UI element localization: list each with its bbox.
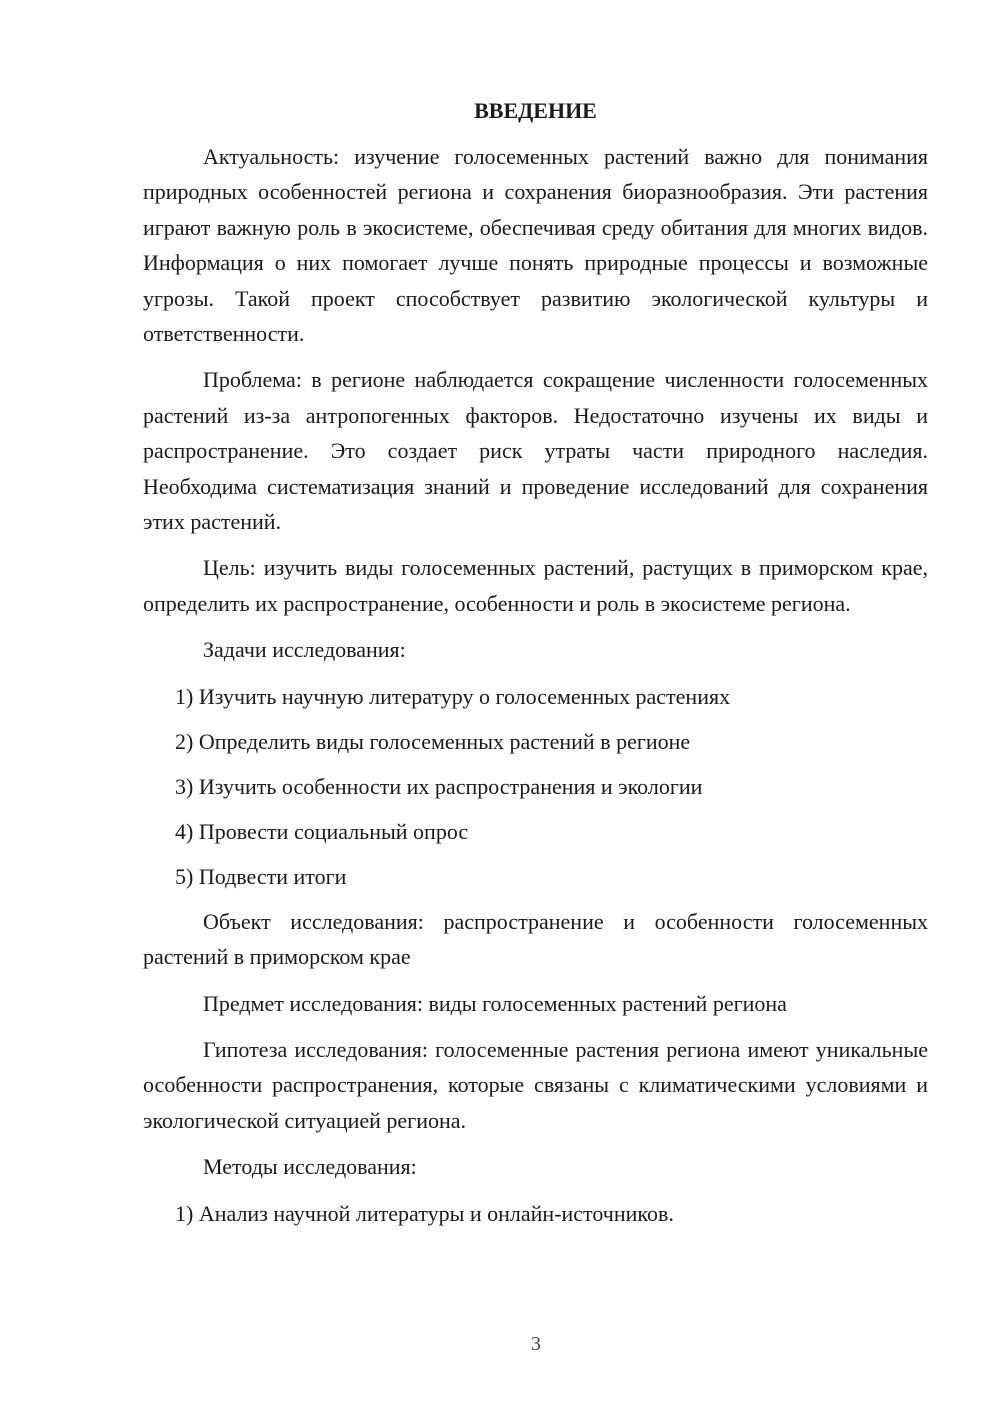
subject-paragraph: Предмет исследования: виды голосеменных растений региона — [203, 990, 787, 1016]
page-title: ВВЕДЕНИЕ — [474, 98, 597, 123]
method-item: 1) Анализ научной литературы и онлайн-источников. — [175, 1200, 674, 1226]
page-number: 3 — [531, 1333, 541, 1355]
task-item: 3) Изучить особенности их распространения и экологии — [175, 773, 703, 799]
relevance-paragraph: Актуальность: изучение голосеменных растений важно для понимания природных особенностей региона и сохранения биоразнообразия. Эти растения играют важную роль в экосистеме, обеспечивая среду обитания для многих видов. Информация о них помогает лучше понять природные процессы и возможные угрозы. Такой проект способствует развитию экологической культуры и ответственности. — [143, 144, 928, 347]
methods-heading: Методы исследования: — [203, 1154, 417, 1180]
task-item: 2) Определить виды голосеменных растений в регионе — [175, 728, 691, 754]
tasks-heading: Задачи исследования: — [203, 637, 406, 663]
object-paragraph: Объект исследования: распространение и особенности голосеменных растений в приморском крае — [143, 908, 928, 970]
task-item: 1) Изучить научную литературу о голосеменных растениях — [175, 683, 731, 709]
goal-paragraph: Цель: изучить виды голосеменных растений, растущих в приморском крае, определить их распространение, особенности и роль в экосистеме региона. — [143, 555, 928, 616]
problem-paragraph: Проблема: в регионе наблюдается сокращение численности голосеменных растений из-за антропогенных факторов. Недостаточно изучены их виды и распространение. Это создает риск утраты части природного наследия. Необходима систематизация знаний и проведение исследований для сохранения этих растений. — [143, 367, 928, 535]
page-content — [143, 93, 928, 1241]
hypothesis-paragraph: Гипотеза исследования: голосеменные растения региона имеют уникальные особенности распространения, которые связаны с климатическими условиями и экологической ситуацией региона. — [143, 1036, 928, 1133]
task-item: 5) Подвести итоги — [175, 863, 347, 889]
task-item: 4) Провести социальный опрос — [175, 818, 469, 844]
